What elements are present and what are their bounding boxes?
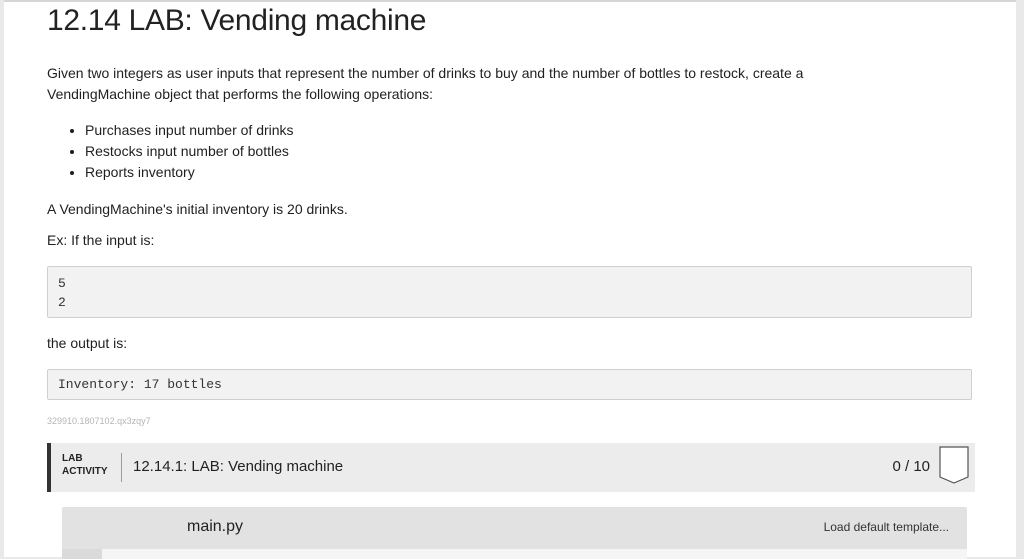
lab-activity-name: 12.14.1: LAB: Vending machine xyxy=(133,458,344,475)
operations-list xyxy=(67,120,294,183)
lab-activity-bar[interactable] xyxy=(47,443,975,492)
intro-paragraph: Given two integers as user inputs that represent the number of drinks to buy and the number of bottles to restock, create a VendingMachine object that performs the following operations: xyxy=(47,65,804,102)
example-input-line: 2 xyxy=(58,295,66,310)
lab-score: 0 / 10 xyxy=(892,458,930,475)
list-item: • Reports inventory xyxy=(85,162,294,183)
file-name-tab[interactable]: main.py xyxy=(187,518,244,535)
example-output-box xyxy=(47,369,972,400)
lab-tag-line: LAB xyxy=(62,453,83,464)
initial-inventory-text: A VendingMachine's initial inventory is 20 drinks. xyxy=(47,201,348,217)
lab-page xyxy=(4,0,1016,557)
example-intro: Ex: If the input is: xyxy=(47,232,155,248)
list-item: • Restocks input number of bottles xyxy=(85,141,294,162)
example-input-line: 5 xyxy=(58,276,66,291)
list-item: • Purchases input number of drinks xyxy=(85,120,294,141)
lab-tag-line: ACTIVITY xyxy=(62,466,108,477)
editor-gutter xyxy=(62,549,102,559)
lab-activity-tag xyxy=(62,452,108,478)
page-title: 12.14 LAB: Vending machine xyxy=(47,4,427,37)
editor-header xyxy=(62,507,967,549)
code-editor[interactable] xyxy=(62,549,967,559)
load-default-template-button[interactable]: Load default template... xyxy=(823,520,949,534)
example-output-text: Inventory: 17 bottles xyxy=(58,377,222,392)
ribbon-badge-icon xyxy=(939,446,969,484)
example-input-box xyxy=(47,266,972,318)
output-intro: the output is: xyxy=(47,335,128,351)
divider xyxy=(121,453,122,482)
content-id: 329910.1807102.qx3zqy7 xyxy=(47,416,151,426)
